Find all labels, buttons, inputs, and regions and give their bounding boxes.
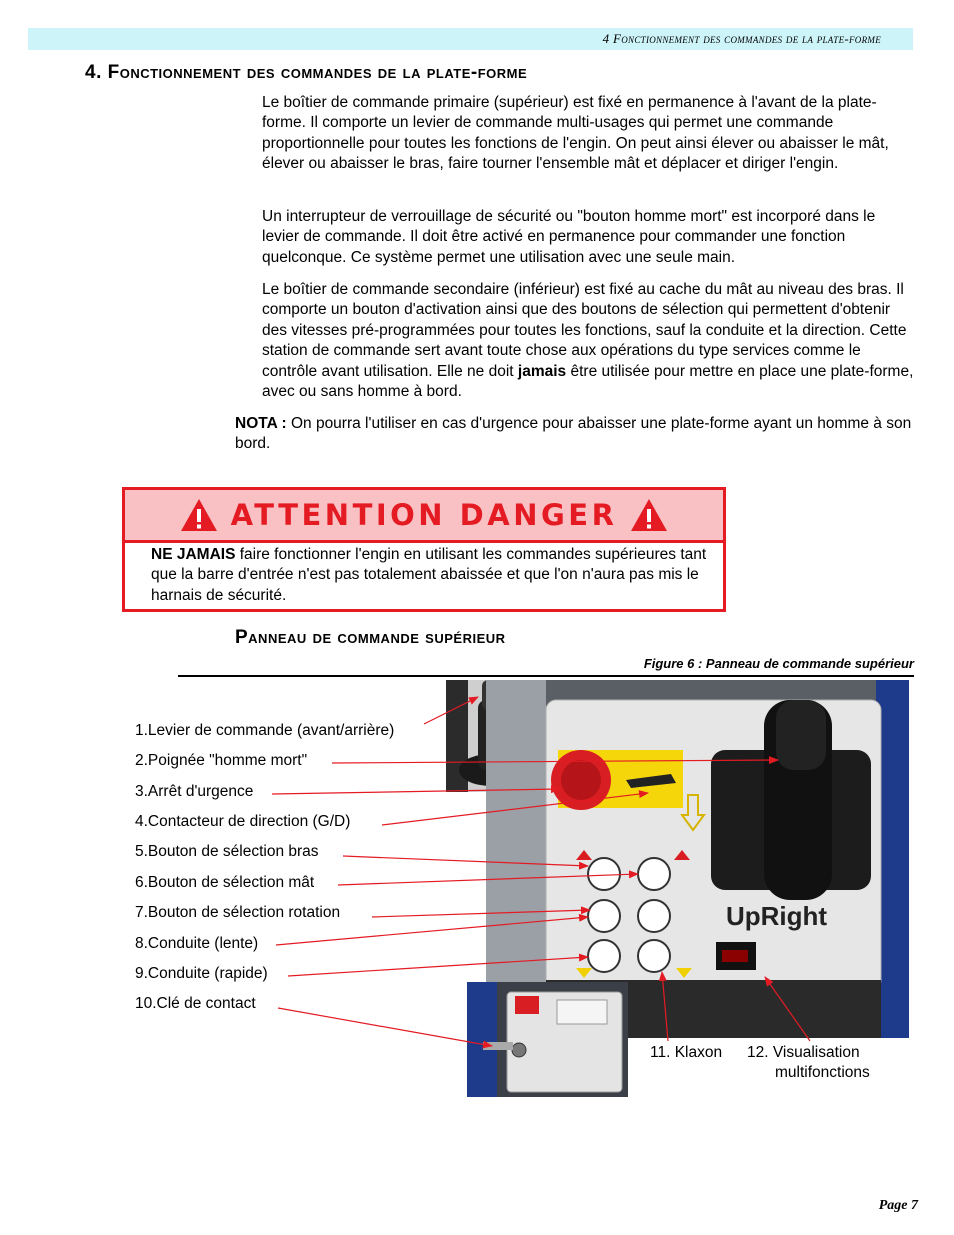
callout-label-6: 6.Bouton de sélection mât xyxy=(135,874,315,891)
nota-label: NOTA : xyxy=(235,415,287,432)
arrow-9 xyxy=(288,957,588,976)
arrow-7 xyxy=(372,910,590,917)
callout-label-11: 11. Klaxon xyxy=(650,1044,723,1061)
callout-label-12-cont: multifonctions xyxy=(775,1064,870,1081)
arrow-8 xyxy=(276,917,588,945)
page-number: Page 7 xyxy=(878,1198,918,1213)
callout-label-7: 7.Bouton de sélection rotation xyxy=(135,904,341,921)
danger-title: ATTENTION DANGER xyxy=(230,498,618,532)
nota-text: On pourra l'utiliser en cas d'urgence pour abaisser une plate-forme ayant un homme à son bord. xyxy=(235,415,912,453)
paragraph-1: Le boîtier de commande primaire (supérieur) est fixé en permanence à l'avant de la plate-forme. Il comporte un levier de commande multi-usages qui permet une commande proportionnelle pour toutes les fonctions de l'engin. On peut ainsi élever ou abaisser le mât, élever ou abaisser le bras, faire tourner l'ensemble mât et déplacer et diriger l'engin. xyxy=(262,94,889,173)
brand-logo: UpRight xyxy=(726,901,828,931)
section-title: 4. Fonctionnement des commandes de la plate-forme xyxy=(85,62,528,83)
callout-label-4: 4.Contacteur de direction (G/D) xyxy=(135,813,351,830)
arrow-11 xyxy=(662,972,668,1041)
arrow-12 xyxy=(765,977,810,1041)
running-header-title: 4 Fonctionnement des commandes de la plate-forme xyxy=(602,31,881,46)
callout-label-12: 12. Visualisation xyxy=(747,1044,860,1061)
arrow-4 xyxy=(382,793,648,825)
paragraph-2: Un interrupteur de verrouillage de sécurité ou "bouton homme mort" est incorporé dans le levier de commande. Il doit être activé en permanence pour commander une fonction quelconque. Ce système permet une utilisation avec une seule main. xyxy=(262,208,876,266)
arrow-2 xyxy=(332,760,778,763)
arrow-3 xyxy=(272,789,560,794)
danger-body: faire fonctionner l'engin en utilisant les commandes supérieures tant que la barre d'entrée n'est pas totalement abaissée et que l'on n'aura pas mis le harnais de sécurité. xyxy=(151,546,707,604)
arrow-5 xyxy=(343,856,588,866)
arrow-6 xyxy=(338,874,638,885)
paragraph-3-tail: être utilisée pour mettre en place une plate-forme, avec ou sans homme à bord. xyxy=(262,362,914,401)
danger-bold: NE JAMAIS xyxy=(151,546,236,563)
callout-label-5: 5.Bouton de sélection bras xyxy=(135,843,319,860)
callout-label-9: 9.Conduite (rapide) xyxy=(135,965,268,982)
arrow-1 xyxy=(424,697,478,724)
panel-title: Panneau de commande supérieur xyxy=(235,627,506,648)
arrow-10 xyxy=(278,1008,492,1046)
callout-label-2: 2.Poignée "homme mort" xyxy=(135,752,308,769)
callout-label-8: 8.Conduite (lente) xyxy=(135,935,259,952)
paragraph-3-bold: jamais xyxy=(517,362,567,380)
paragraph-3-text: Le boîtier de commande secondaire (inférieur) est fixé au cache du mât au niveau des bras. Il comporte un bouton d'activation ainsi que des boutons de sélection qui permettent d'obtenir des vitesses pré-programmées pour toutes les fonctions, sauf la conduite et la direction. Cette station de commande sert avant toute chose aux opérations du type services comme le contrôle avant utilisation. Elle ne doit xyxy=(262,281,907,380)
callout-label-10: 10.Clé de contact xyxy=(135,995,256,1012)
figure-caption: Figure 6 : Panneau de commande supérieur xyxy=(643,656,914,671)
callout-label-3: 3.Arrêt d'urgence xyxy=(135,783,254,800)
callout-label-1: 1.Levier de commande (avant/arrière) xyxy=(135,722,395,739)
